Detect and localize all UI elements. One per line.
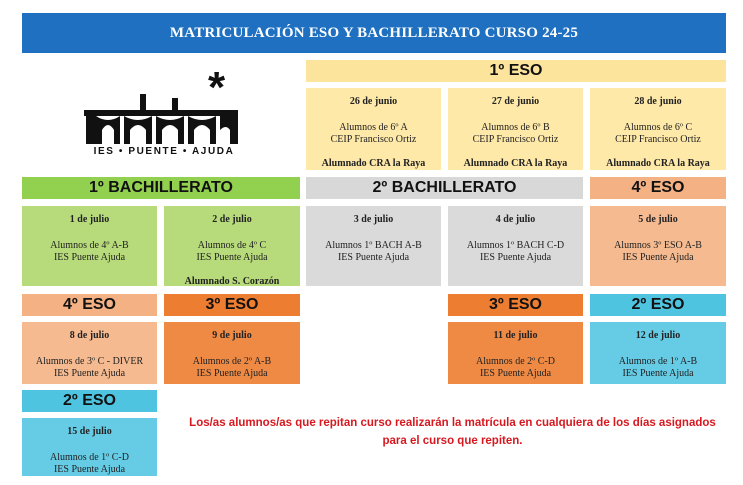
cell-extra: Alumnado S. Corazón [184, 276, 280, 287]
cell-line-2: CEIP Francisco Ortiz [472, 134, 559, 145]
cell-line-2: CEIP Francisco Ortiz [330, 134, 417, 145]
cell-26-junio [306, 88, 441, 170]
cell-line-2: IES Puente Ajuda [479, 368, 552, 379]
cell-2-julio [164, 206, 300, 286]
logo-text: IES • PUENTE • AJUDA [93, 146, 235, 157]
cell-3-julio [306, 206, 441, 286]
cell-date: 26 de junio [349, 96, 398, 107]
cell-line-1: Alumnos de 1º A-B [618, 356, 698, 367]
header-3-eso-right: 3º ESO [448, 294, 583, 316]
cell-line-1: Alumnos de 6º B [481, 122, 550, 133]
cell-extra: Alumnado CRA la Raya [606, 158, 710, 169]
cell-1-julio [22, 206, 157, 286]
cell-extra: Alumnado CRA la Raya [321, 158, 426, 169]
cell-line-2: IES Puente Ajuda [196, 368, 268, 379]
cell-date: 12 de julio [635, 330, 681, 341]
cell-date: 2 de julio [212, 214, 252, 225]
cell-date: 8 de julio [69, 330, 110, 341]
cell-line-2: IES Puente Ajuda [622, 368, 694, 379]
cell-8-julio [22, 322, 157, 384]
svg-text:*: * [208, 72, 226, 112]
cell-line-2: CEIP Francisco Ortiz [615, 134, 701, 145]
header-4-eso-top: 4º ESO [590, 177, 726, 199]
cell-date: 15 de julio [67, 426, 112, 437]
cell-line-1: Alumnos de 2º C-D [476, 356, 555, 367]
cell-line-1: Alumnos 1º BACH C-D [466, 240, 565, 251]
cell-15-julio [22, 418, 157, 476]
cell-date: 28 de junio [634, 96, 682, 107]
cell-line-1: Alumnos 3º ESO A-B [614, 240, 702, 251]
cell-28-junio [590, 88, 726, 170]
cell-27-junio [448, 88, 583, 170]
page-title: MATRICULACIÓN ESO Y BACHILLERATO CURSO 24-25 [22, 13, 726, 53]
cell-date: 3 de julio [353, 214, 394, 225]
header-1-eso: 1º ESO [306, 60, 726, 82]
cell-line-1: Alumnos de 6º A [339, 122, 408, 133]
cell-date: 9 de julio [212, 330, 252, 341]
cell-line-2: IES Puente Ajuda [53, 368, 126, 379]
header-1-bachillerato: 1º BACHILLERATO [22, 177, 300, 199]
cell-line-1: Alumnos de 4º A-B [50, 240, 129, 251]
cell-line-2: IES Puente Ajuda [53, 464, 126, 475]
cell-date: 5 de julio [638, 214, 678, 225]
cell-line-1: Alumnos de 1º C-D [50, 452, 129, 463]
cell-12-julio [590, 322, 726, 384]
cell-line-1: Alumnos de 4º C [197, 240, 267, 251]
cell-line-2: IES Puente Ajuda [337, 252, 410, 263]
header-3-eso-left: 3º ESO [164, 294, 300, 316]
header-2-bachillerato: 2º BACHILLERATO [306, 177, 583, 199]
cell-11-julio [448, 322, 583, 384]
cell-line-2: IES Puente Ajuda [196, 252, 268, 263]
cell-line-2: IES Puente Ajuda [622, 252, 694, 263]
cell-line-1: Alumnos de 2º A-B [192, 356, 272, 367]
cell-line-2: IES Puente Ajuda [53, 252, 126, 263]
cell-line-1: Alumnos de 3º C - DIVER [35, 356, 144, 367]
cell-9-julio [164, 322, 300, 384]
cell-extra: Alumnado CRA la Raya [463, 158, 568, 169]
cell-date: 11 de julio [493, 330, 538, 341]
cell-date: 1 de julio [69, 214, 110, 225]
repeaters-note: Los/as alumnos/as que repitan curso realizarán la matrícula en cualquiera de los días asignados para el curso que repiten. [189, 417, 716, 447]
cell-4-julio [448, 206, 583, 286]
cell-line-1: Alumnos de 6º C [623, 122, 693, 133]
header-2-eso-bottom: 2º ESO [22, 390, 157, 412]
cell-5-julio [590, 206, 726, 286]
cell-date: 4 de julio [495, 214, 536, 225]
header-4-eso-mid: 4º ESO [22, 294, 157, 316]
cell-line-2: IES Puente Ajuda [479, 252, 552, 263]
header-2-eso-right: 2º ESO [590, 294, 726, 316]
cell-line-1: Alumnos 1º BACH A-B [325, 240, 422, 251]
cell-date: 27 de junio [491, 96, 540, 107]
